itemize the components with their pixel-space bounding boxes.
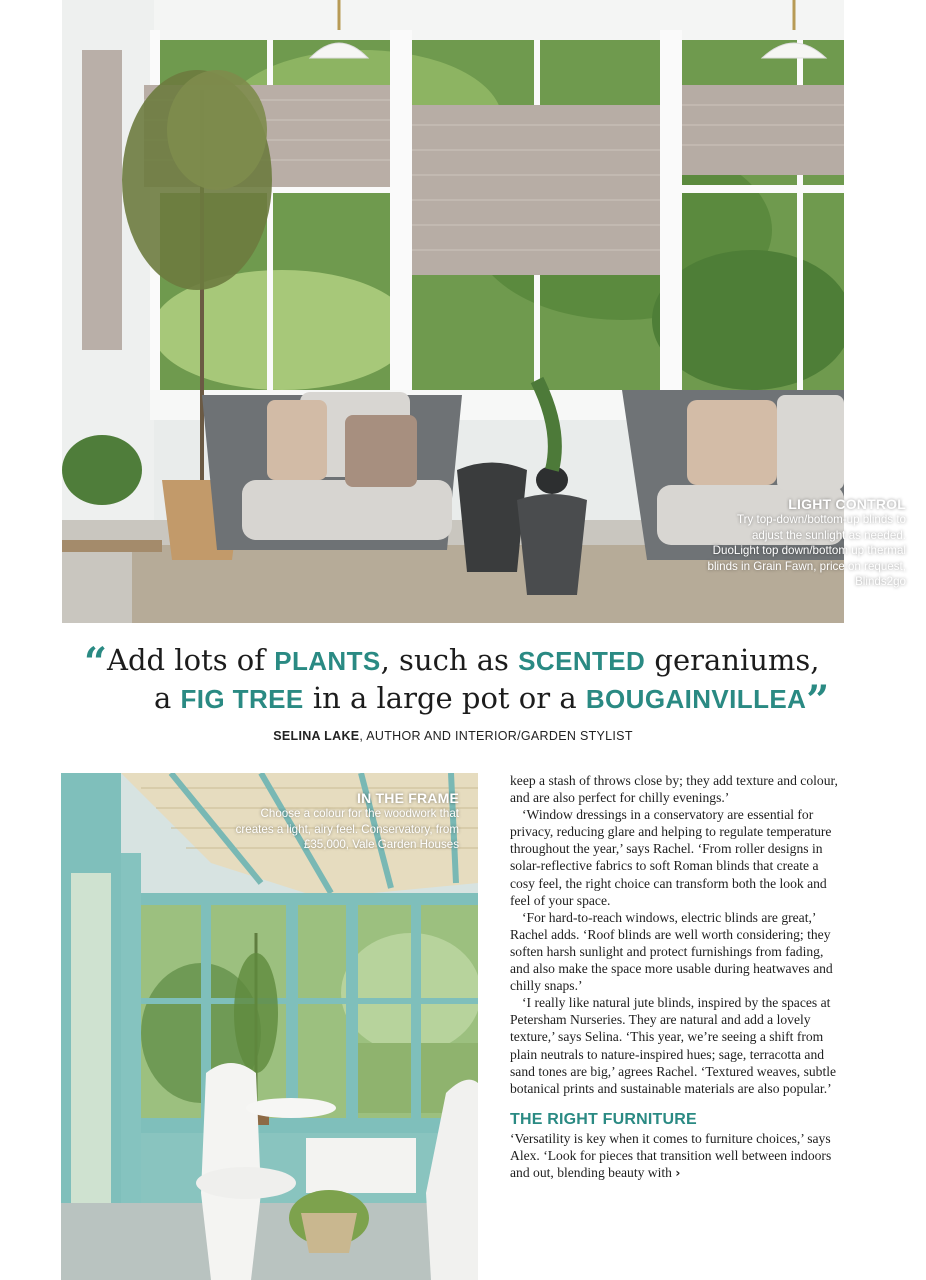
quote-text-2: , such as (380, 643, 519, 677)
pull-quote (84, 639, 844, 724)
article-paragraph-5 (510, 1130, 844, 1182)
quote-highlight-scented: SCENTED (518, 646, 646, 676)
article-body (510, 772, 844, 1182)
bottom-caption-title: IN THE FRAME (357, 790, 459, 806)
section-heading-furniture: THE RIGHT FURNITURE (510, 1110, 697, 1128)
pull-quote-line-1 (84, 639, 844, 686)
quote-highlight-bougainvillea: BOUGAINVILLEA (585, 684, 807, 714)
quote-text-4: a (154, 681, 181, 715)
attribution-name: SELINA LAKE (273, 729, 360, 743)
article-paragraph-3: ‘For hard-to-reach windows, electric blinds are great,’ Rachel adds. ‘Roof blinds are well worth considering; they soften harsh sunlight and protect furnishings from fading, and also make the space more usable during heatwaves and chilly snaps.’ (510, 909, 833, 994)
top-caption-title: LIGHT CONTROL (788, 496, 906, 512)
pull-quote-line-2 (84, 677, 844, 724)
article-paragraph-4: ‘I really like natural jute blinds, inspired by the spaces at Petersham Nurseries. They are natural and add a lovely texture,’ says Selina. ‘This year, we’re seeing a shift from plain neutrals to nature-inspired hues; sage, terracotta and sand tones are big,’ agrees Rachel. ‘Textured weaves, subtle botanical prints and sustainable materials are also popular.’ (510, 995, 837, 1096)
article-paragraph-5-text: ‘Versatility is key when it comes to furniture choices,’ says Alex. ‘Look for pieces that transition well between indoors and out, blending beauty with (510, 1130, 832, 1181)
article-paragraph-2: ‘Window dressings in a conservatory are essential for privacy, reducing glare and helping to regulate temperature throughout the year,’ says Rachel. ‘From roller designs in solar-reflective fabrics to soft Roman blinds that create a cosy feel, the right choice can transform both the look and feel of your space. (510, 807, 832, 908)
quote-text-5: in a large pot or a (303, 681, 586, 715)
close-quote-mark: ” (806, 677, 830, 724)
bottom-photo-caption (230, 790, 459, 853)
quote-text-3: geraniums, (645, 643, 820, 677)
quote-highlight-plants: PLANTS (274, 646, 381, 676)
attribution-role: , AUTHOR AND INTERIOR/GARDEN STYLIST (359, 729, 633, 743)
top-caption-text: Try top-down/bottom-up blinds to adjust the sunlight as needed. DuoLight top down/bottom up thermal blinds in Grain Fawn, price on request, Blinds2go (707, 513, 906, 589)
top-photo-caption (706, 496, 906, 590)
article-paragraph-1: keep a stash of throws close by; they add texture and colour, and are also perfect for chilly evenings.’ (510, 773, 838, 806)
quote-attribution (0, 729, 906, 743)
open-quote-mark: “ (84, 639, 108, 686)
bottom-caption-text: Choose a colour for the woodwork that creates a light, airy feel. Conservatory, from £35,000, Vale Garden Houses (235, 807, 459, 852)
quote-highlight-fig-tree: FIG TREE (180, 684, 304, 714)
quote-text-1: Add lots of (107, 643, 275, 677)
continue-arrow-icon: › (675, 1166, 681, 1181)
